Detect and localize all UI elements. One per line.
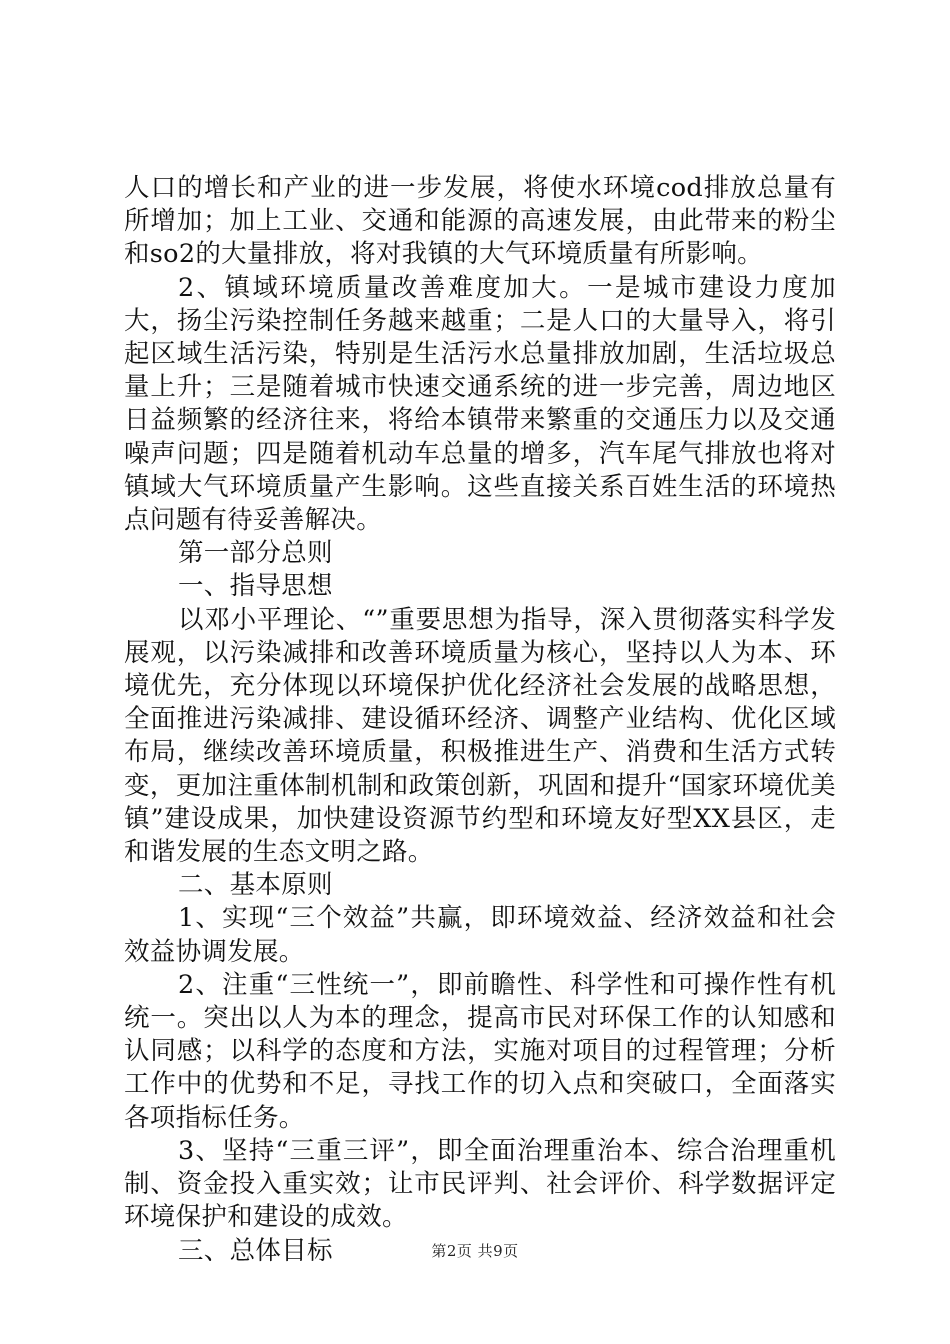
heading-basic-principles: 二、基本原则: [178, 870, 333, 901]
section-heading-general-principles: 第一部分总则: [178, 538, 333, 569]
paragraph-principle-3: 3、坚持“三重三评”，即全面治理重治本、综合治理重机制、资金投入重实效；让市民评判、社会评价、科学数据评定环境保护和建设的成效。: [124, 1135, 836, 1233]
document-body: [124, 172, 836, 1268]
paragraph-1: 人口的增长和产业的进一步发展，将使水环境cod排放总量有所增加；加上工业、交通和能源的高速发展，由此带来的粉尘和so2的大量排放，将对我镇的大气环境质量有所影响。: [124, 173, 836, 270]
paragraph-principle-2: 2、注重“三性统一”，即前瞻性、科学性和可操作性有机统一。突出以人为本的理念，提高市民对环保工作的认知感和认同感；以科学的态度和方法，实施对项目的过程管理；分析工作中的优势和不足，寻找工作的切入点和突破口，全面落实各项指标任务。: [124, 969, 836, 1133]
paragraph-2: 2、镇域环境质量改善难度加大。一是城市建设力度加大，扬尘污染控制任务越来越重；二是人口的大量导入，将引起区域生活污染，特别是生活污水总量排放加剧，生活垃圾总量上升；三是随着城市快速交通系统的进一步完善，周边地区日益频繁的经济往来，将给本镇带来繁重的交通压力以及交通噪声问题；四是随着机动车总量的增多，汽车尾气排放也将对镇域大气环境质量产生影响。这些直接关系百姓生活的环境热点问题有待妥善解决。: [124, 272, 836, 536]
paragraph-principle-1: 1、实现“三个效益”共赢，即环境效益、经济效益和社会效益协调发展。: [124, 903, 836, 967]
heading-overall-goals: 三、总体目标: [178, 1235, 333, 1266]
paragraph-guiding-ideology: 以邓小平理论、“”重要思想为指导，深入贯彻落实科学发展观，以污染减排和改善环境质量为核心，坚持以人为本、环境优先，充分体现以环境保护优化经济社会发展的战略思想，全面推进污染减排、建设循环经济、调整产业结构、优化区域布局，继续改善环境质量，积极推进生产、消费和生活方式转变，更加注重体制机制和政策创新，巩固和提升“国家环境优美镇”建设成果，加快建设资源节约型和环境友好型XX县区，走和谐发展的生态文明之路。: [124, 604, 836, 868]
page-footer: [0, 1240, 950, 1261]
heading-guiding-ideology: 一、指导思想: [178, 571, 333, 602]
page-number-label: 第2页 共9页: [431, 1242, 519, 1260]
